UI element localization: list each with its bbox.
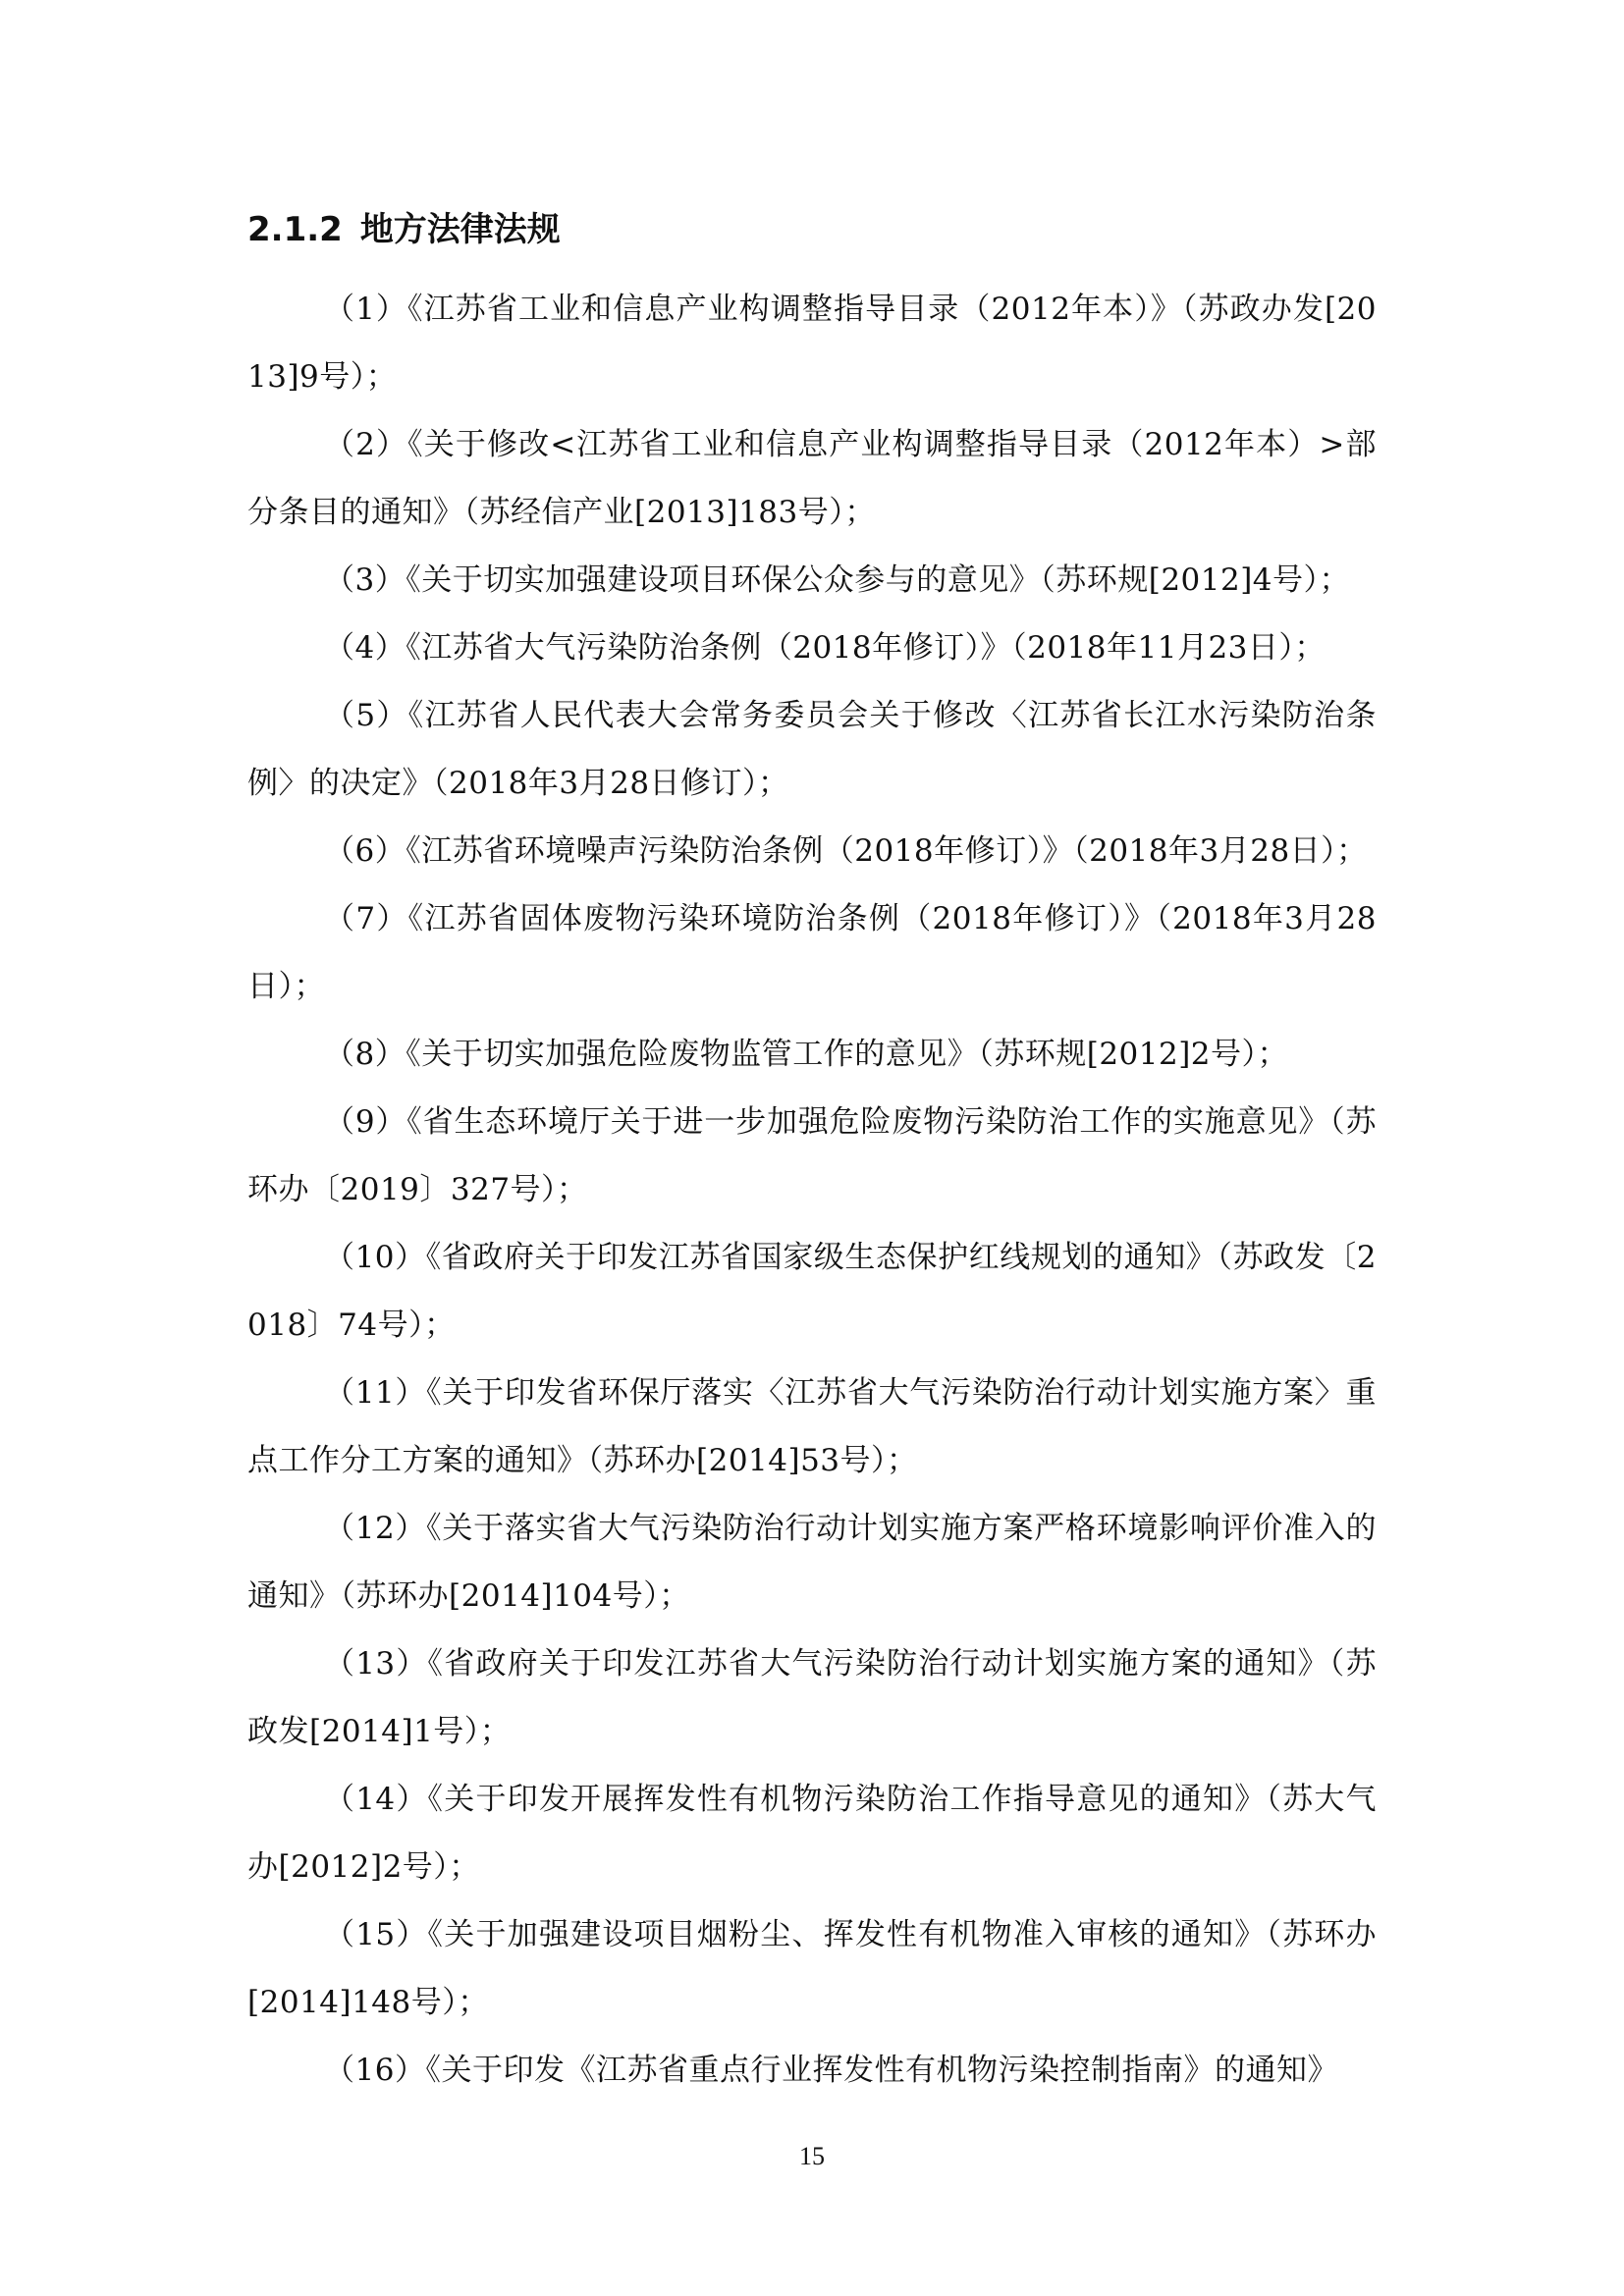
list-item: （11）《关于印发省环保厅落实〈江苏省大气污染防治行动计划实施方案〉重点工作分工方案的通知》（苏环办[2014]53号）； [247, 1375, 1377, 1478]
section-number: 2.1.2 [247, 210, 343, 249]
regulation-list [247, 276, 1377, 2105]
list-item: （12）《关于落实省大气污染防治行动计划实施方案严格环境影响评价准入的通知》（苏环办[2014]104号）； [247, 1511, 1377, 1614]
list-item: （16）《关于印发《江苏省重点行业挥发性有机物污染控制指南》的通知》 [324, 2053, 1338, 2088]
list-item: （2）《关于修改<江苏省工业和信息产业构调整指导目录（2012年本）>部分条目的通知》（苏经信产业[2013]183号）； [247, 427, 1377, 530]
list-item: （10）《省政府关于印发江苏省国家级生态保护红线规划的通知》（苏政发〔2018〕74号）； [247, 1240, 1377, 1343]
section-title: 地方法律法规 [359, 210, 561, 249]
list-item: （13）《省政府关于印发江苏省大气污染防治行动计划实施方案的通知》（苏政发[2014]1号）； [247, 1646, 1377, 1749]
page-number: 15 [799, 2142, 825, 2170]
list-item: （3）《关于切实加强建设项目环保公众参与的意见》（苏环规[2012]4号）； [324, 562, 1351, 598]
list-item: （9）《省生态环境厅关于进一步加强危险废物污染防治工作的实施意见》（苏环办〔2019〕327号）； [247, 1104, 1377, 1207]
list-item: （14）《关于印发开展挥发性有机物污染防治工作指导意见的通知》（苏大气办[2012]2号）； [247, 1782, 1377, 1885]
list-item: （1）《江苏省工业和信息产业构调整指导目录（2012年本）》（苏政办发[2013]9号）； [247, 292, 1377, 395]
list-item: （15）《关于加强建设项目烟粉尘、挥发性有机物准入审核的通知》（苏环办[2014]148号）； [247, 1917, 1377, 2020]
list-item: （8）《关于切实加强危险废物监管工作的意见》（苏环规[2012]2号）； [324, 1037, 1289, 1072]
list-item: （7）《江苏省固体废物污染环境防治条例（2018年修订）》（2018年3月28日）； [247, 901, 1377, 1004]
list-item: （5）《江苏省人民代表大会常务委员会关于修改〈江苏省长江水污染防治条例〉的决定》（2018年3月28日修订）； [247, 698, 1377, 801]
list-item: （6）《江苏省环境噪声污染防治条例（2018年修订）》（2018年3月28日）； [324, 833, 1368, 869]
section-heading [247, 208, 1377, 251]
page-content [247, 208, 1377, 2105]
list-item: （4）《江苏省大气污染防治条例（2018年修订）》（2018年11月23日）； [324, 630, 1326, 666]
